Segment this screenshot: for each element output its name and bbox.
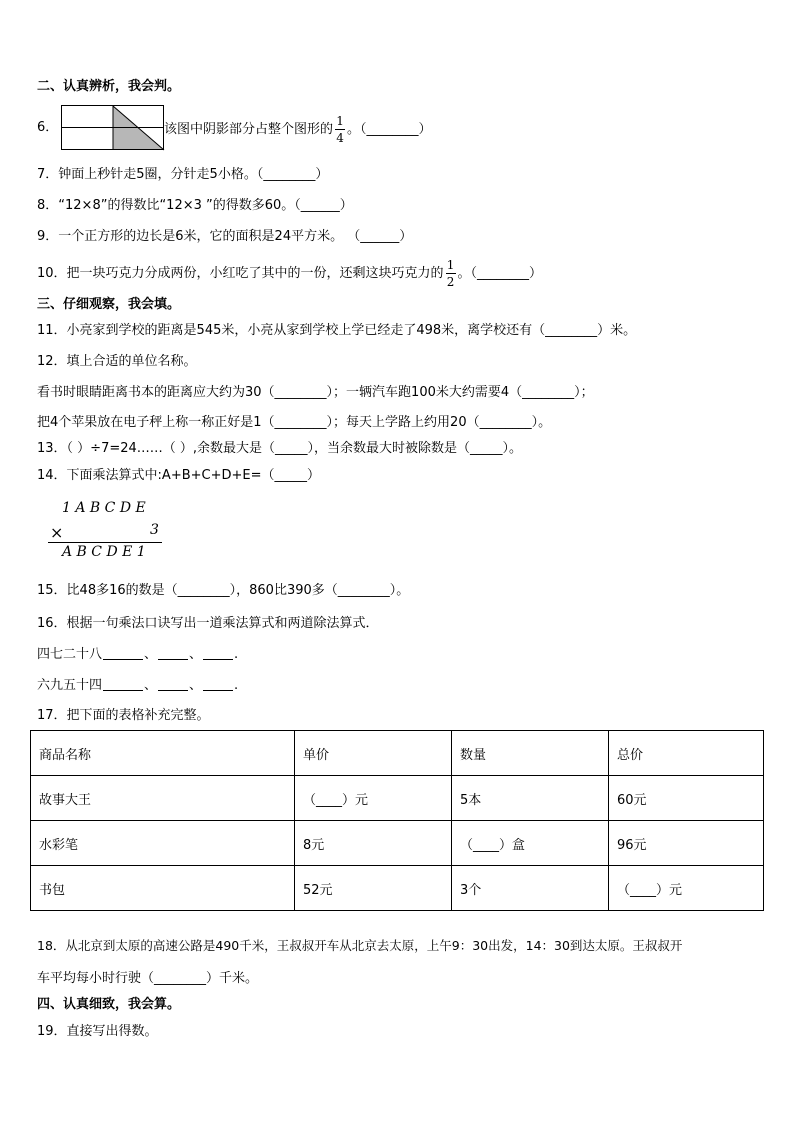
puzzle-result: A B C D E 1 (62, 544, 146, 560)
fraction-denominator: 4 (336, 131, 344, 145)
separator: 、 (189, 647, 203, 662)
question-12-line-2: 把4个苹果放在电子秤上称一称正好是1（________）；每天上学路上约用20（________）。 (37, 415, 552, 430)
table-row (31, 866, 764, 911)
puzzle-rule (48, 542, 162, 543)
fraction-denominator: 2 (446, 275, 455, 289)
table-cell: 故事大王 (31, 776, 295, 821)
question-17-title: 17．把下面的表格补充完整。 (37, 708, 210, 723)
separator: 、 (144, 647, 158, 662)
question-18-line-1: 18．从北京到太原的高速公路是490千米，王叔叔开车从北京去太原，上午9：30出发，14：30到达太原。王叔叔开 (37, 938, 683, 953)
question-15: 15．比48多16的数是（________），860比390多（________）。 (37, 583, 410, 598)
table-cell: 3个 (452, 866, 609, 911)
question-10-text: 10．把一块巧克力分成两份，小红吃了其中的一份，还剩这块巧克力的 (37, 266, 444, 281)
question-16-title: 16．根据一句乘法口诀写出一道乘法算式和两道除法算式． (37, 616, 379, 631)
question-6-text: 该图中阴影部分占整个图形的 (164, 122, 334, 137)
table-header-row (31, 731, 764, 776)
fraction-one-half (446, 258, 456, 289)
table-cell: （____）元 (609, 866, 764, 911)
question-6-number: 6． (37, 120, 59, 135)
q16-line-1-label: 四七二十八 (37, 647, 103, 662)
line-end: . (234, 647, 239, 662)
table-row (31, 821, 764, 866)
section-4-title: 四、认真细致，我会算。 (37, 997, 181, 1012)
table-cell: 96元 (609, 821, 764, 866)
answer-blank (103, 677, 143, 691)
answer-blank (158, 646, 188, 660)
goods-table (30, 730, 764, 911)
table-cell: 60元 (609, 776, 764, 821)
separator: 、 (144, 678, 158, 693)
table-header-cell: 商品名称 (31, 731, 295, 776)
question-6 (164, 114, 432, 145)
question-12-line-1: 看书时眼睛距离书本的距离应大约为30（________）；一辆汽车跑100米大约需要4（________）； (37, 385, 594, 400)
rectangle-figure (61, 105, 165, 151)
puzzle-row-1: 1 A B C D E (62, 500, 146, 516)
puzzle-multiplier: 3 (150, 522, 159, 538)
fraction-one-quarter (335, 114, 345, 145)
question-11: 11．小亮家到学校的距离是545米，小亮从家到学校上学已经走了498米，离学校还有（________）米。 (37, 323, 637, 338)
question-19: 19．直接写出得数。 (37, 1024, 158, 1039)
table-cell: 8元 (295, 821, 452, 866)
question-10-answer: 。（________） (457, 266, 543, 281)
section-3-title: 三、仔细观察，我会填。 (37, 297, 181, 312)
question-6-answer: 。（________） (347, 122, 432, 137)
table-header-cell: 总价 (609, 731, 764, 776)
table-cell: 水彩笔 (31, 821, 295, 866)
question-18-line-2: 车平均每小时行驶（________）千米。 (37, 971, 259, 986)
question-9: 9．一个正方形的边长是6米，它的面积是24平方米。 （______） (37, 229, 413, 244)
table-cell: （____）元 (295, 776, 452, 821)
separator: 、 (189, 678, 203, 693)
q16-line-2-label: 六九五十四 (37, 678, 103, 693)
table-header-cell: 单价 (295, 731, 452, 776)
question-13: 13．（ ）÷7=24……（ ）,余数最大是（_____），当余数最大时被除数是（_____）。 (37, 441, 523, 456)
fraction-numerator: 1 (446, 258, 455, 272)
answer-blank (203, 646, 233, 660)
question-16-line-2 (37, 677, 238, 695)
question-7: 7．钟面上秒针走5圈，分针走5小格。（________） (37, 167, 329, 182)
question-8: 8．“12×8”的得数比“12×3 ”的得数多60。（______） (37, 198, 353, 213)
table-cell: 5本 (452, 776, 609, 821)
table-header-cell: 数量 (452, 731, 609, 776)
section-2-title: 二、认真辨析，我会判。 (37, 79, 181, 94)
line-end: . (234, 678, 239, 693)
question-10 (37, 258, 542, 289)
question-14: 14．下面乘法算式中:A+B+C+D+E=（_____） (37, 468, 320, 483)
question-16-line-1 (37, 646, 238, 664)
answer-blank (103, 646, 143, 660)
table-cell: 书包 (31, 866, 295, 911)
table-cell: 52元 (295, 866, 452, 911)
answer-blank (158, 677, 188, 691)
times-sign: × (50, 523, 64, 542)
fraction-numerator: 1 (336, 114, 344, 128)
table-cell: （____）盒 (452, 821, 609, 866)
answer-blank (203, 677, 233, 691)
question-12-title: 12．填上合适的单位名称。 (37, 354, 197, 369)
table-row (31, 776, 764, 821)
